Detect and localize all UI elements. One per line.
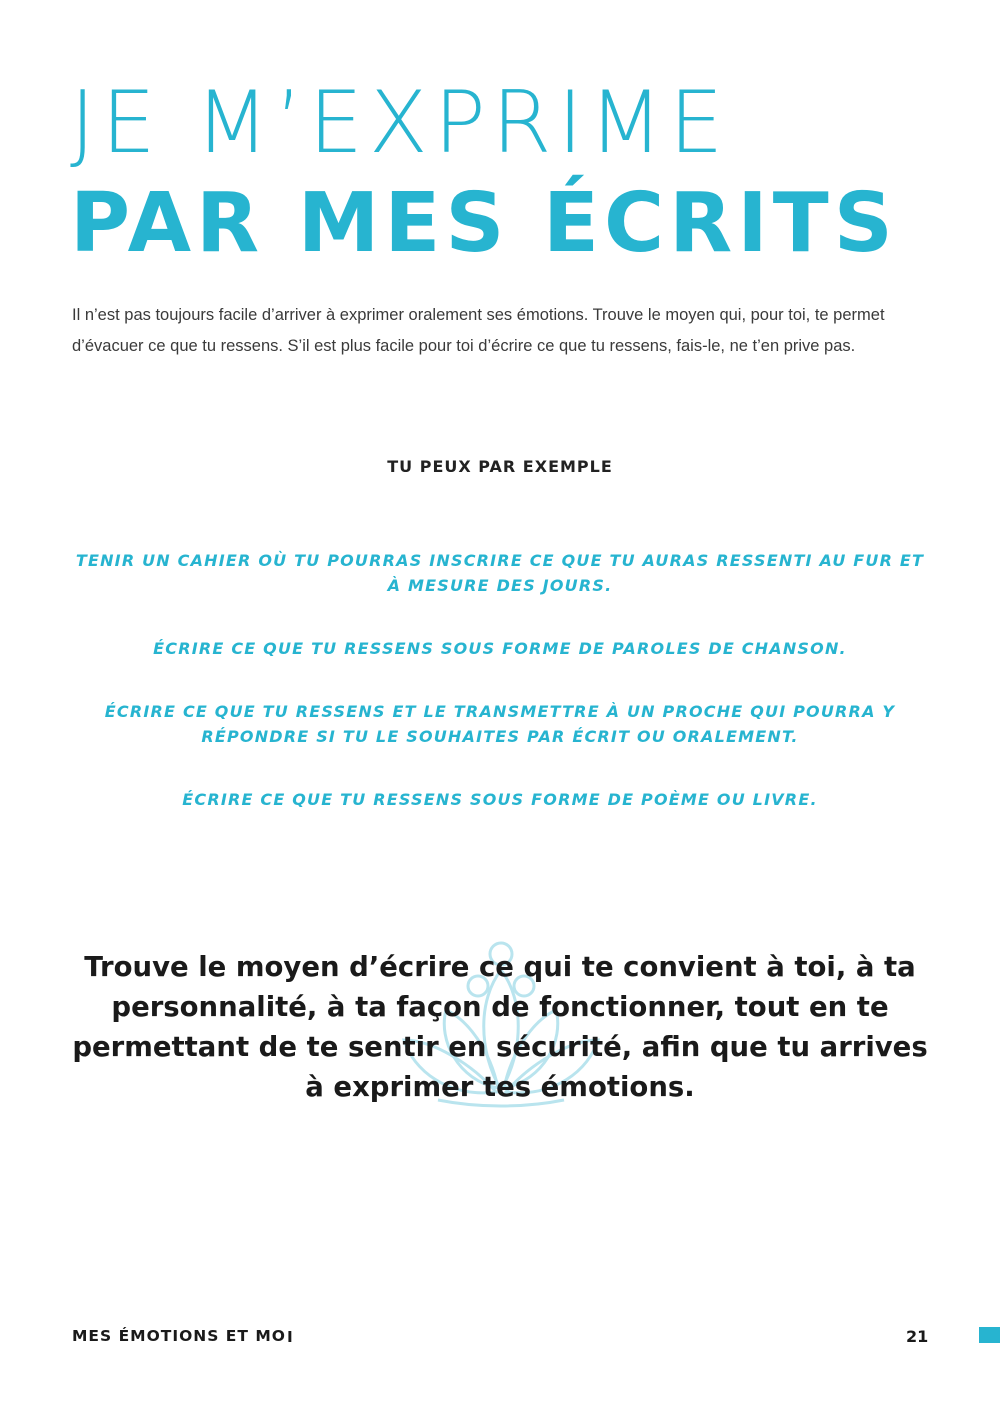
page-number: 21 bbox=[906, 1327, 929, 1346]
example-item: TENIR UN CAHIER OÙ TU POURRAS INSCRIRE CE QUE TU AURAS RESSENTI AU FUR ET À MESURE DES JOURS. bbox=[75, 551, 925, 595]
example-item: ÉCRIRE CE QUE TU RESSENS ET LE TRANSMETTRE À UN PROCHE QUI POURRA Y RÉPONDRE SI TU LE SOUHAITES PAR ÉCRIT OU ORALEMENT. bbox=[104, 702, 896, 746]
example-item: ÉCRIRE CE QUE TU RESSENS SOUS FORME DE POÈME OU LIVRE. bbox=[182, 790, 818, 809]
examples-heading: TU PEUX PAR EXEMPLE bbox=[387, 457, 613, 476]
footer-title-text: MES ÉMOTIONS ET MO bbox=[72, 1327, 286, 1345]
page-tab-marker bbox=[979, 1327, 1000, 1343]
page-title-line1: JE M’EXPRIME bbox=[70, 73, 730, 173]
footer-section-title bbox=[72, 1327, 293, 1345]
page-title-line2: PAR MES ÉCRITS bbox=[70, 176, 898, 271]
examples-list bbox=[70, 548, 930, 850]
footer-flipped-letter: I bbox=[285, 1327, 293, 1345]
intro-paragraph: Il n’est pas toujours facile d’arriver à exprimer oralement ses émotions. Trouve le moyen qui, pour toi, te permet d’évacuer ce que tu ressens. S’il est plus facile pour toi d’écrire ce que tu ressens, fais-le, ne t’en prive pas. bbox=[72, 306, 885, 355]
example-item: ÉCRIRE CE QUE TU RESSENS SOUS FORME DE PAROLES DE CHANSON. bbox=[153, 639, 847, 658]
closing-quote: Trouve le moyen d’écrire ce qui te convient à toi, à ta personnalité, à ta façon de fonctionner, tout en te permettant de te sentir en sécurité, afin que tu arrives à exprimer tes émotions. bbox=[72, 951, 928, 1103]
